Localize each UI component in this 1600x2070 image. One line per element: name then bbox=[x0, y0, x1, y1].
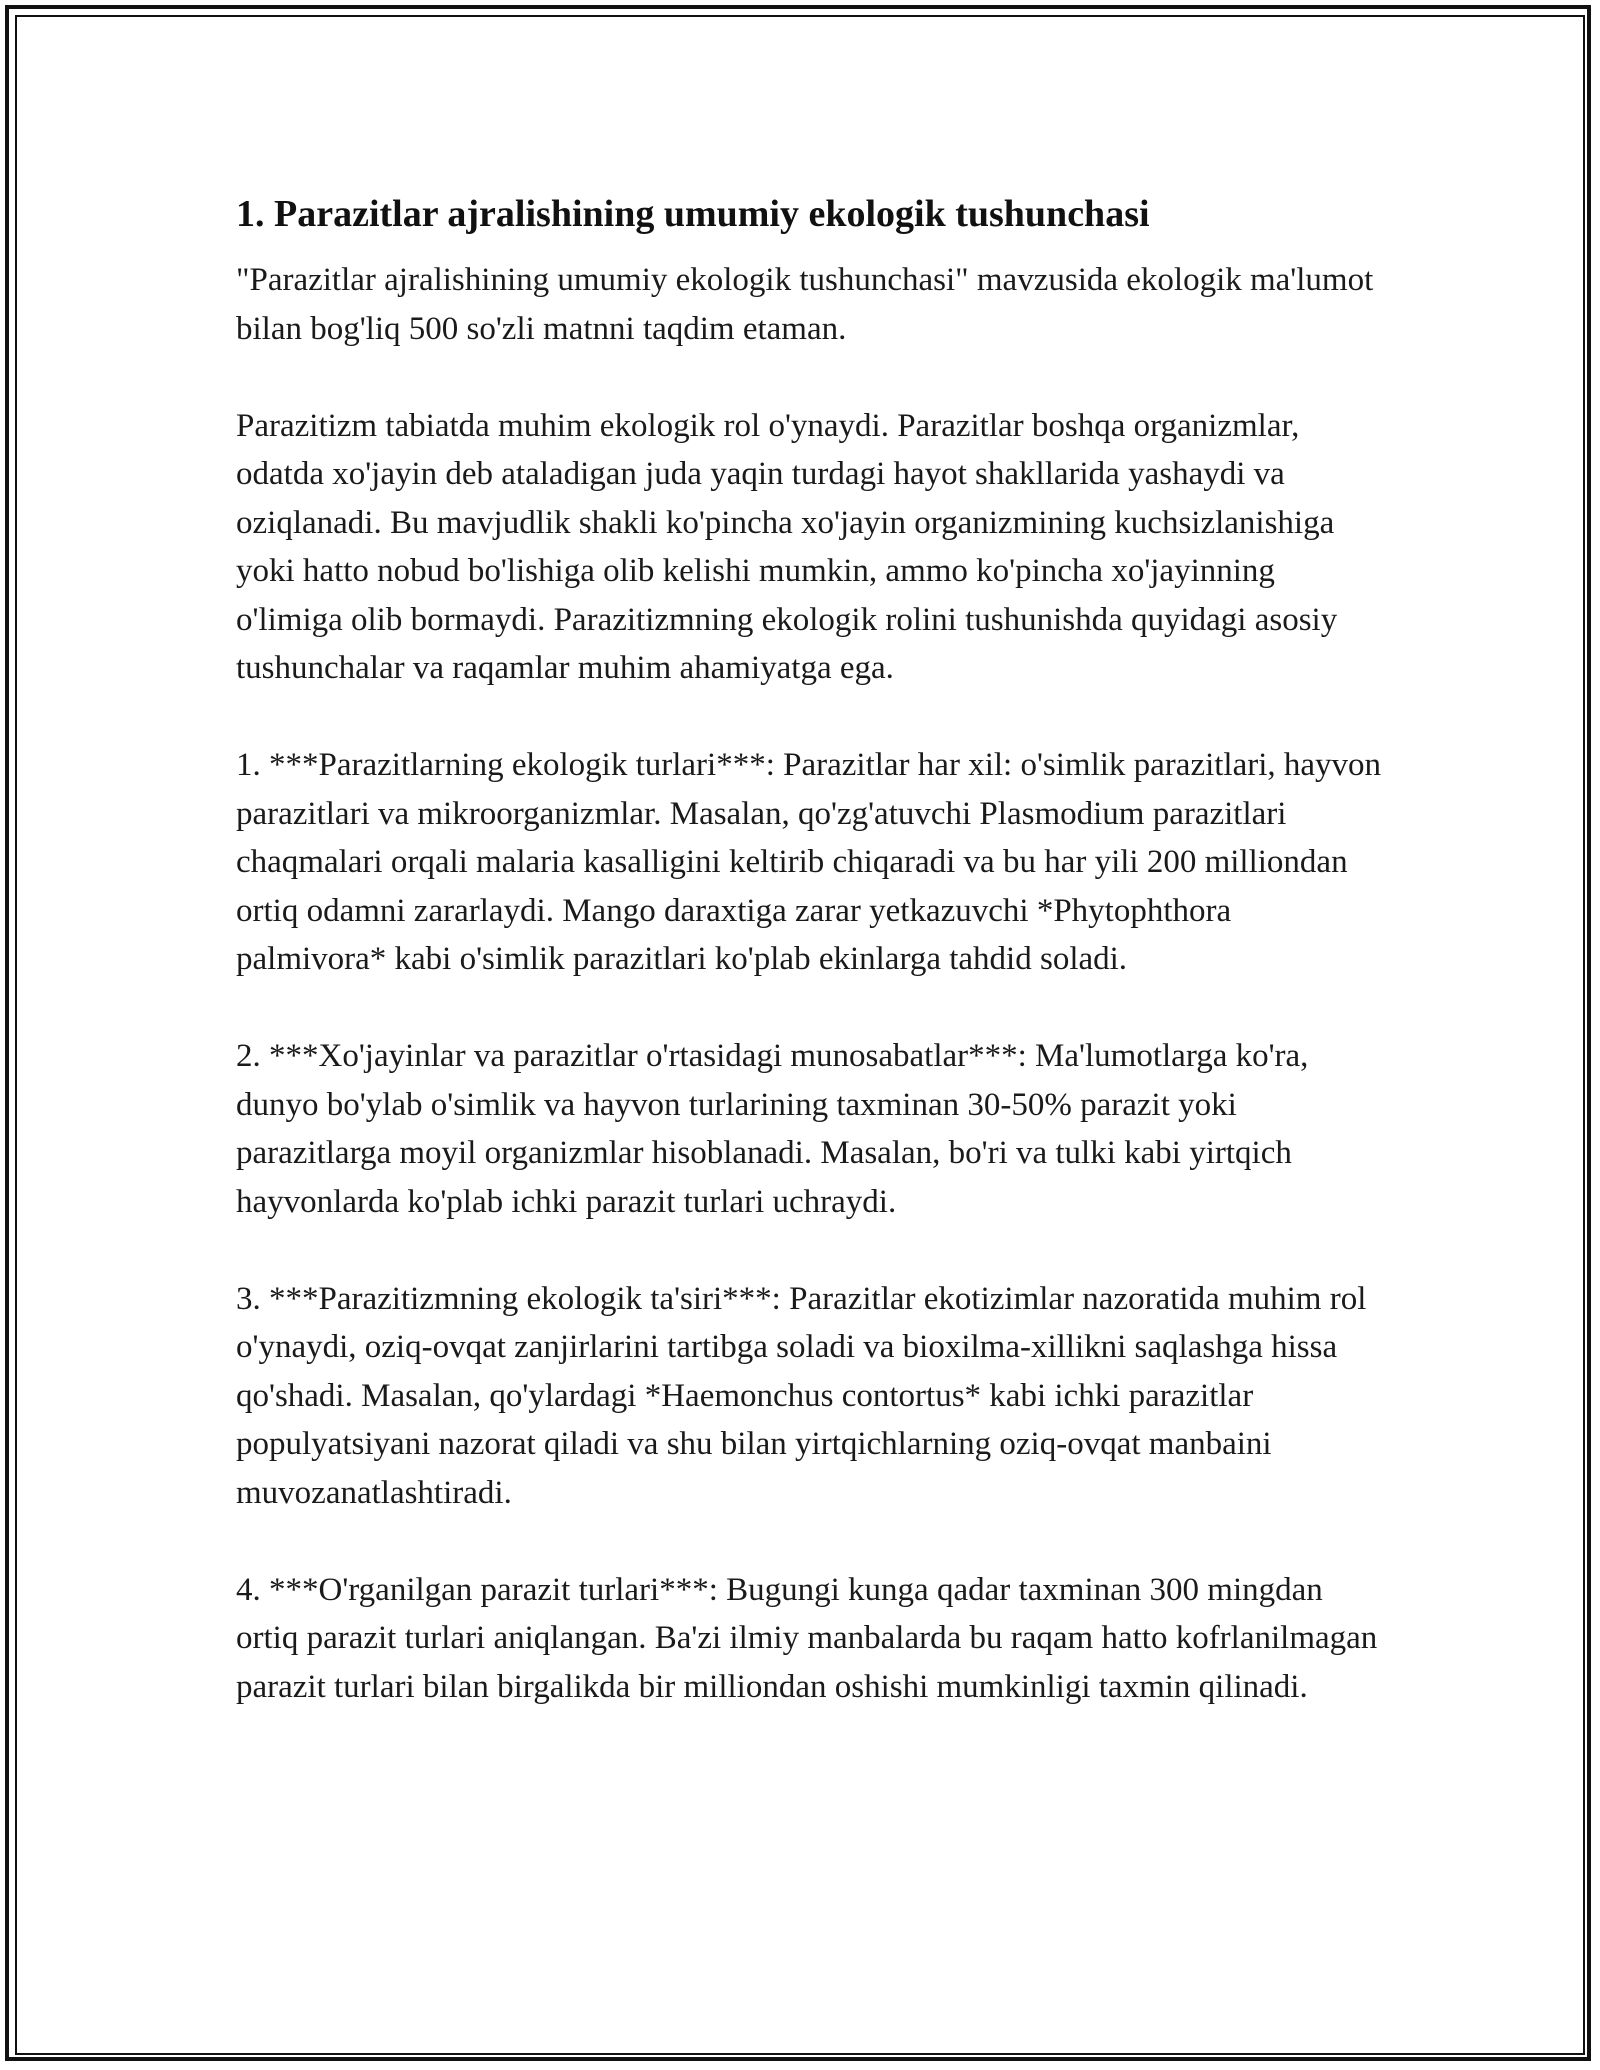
paragraph-intro: "Parazitlar ajralishining umumiy ekologik tushunchasi" mavzusida ekologik ma'lumot bilan bog'liq 500 so'zli matnni taqdim etaman. bbox=[236, 262, 1374, 347]
paragraph-point-2: 2. ***Xo'jayinlar va parazitlar o'rtasidagi munosabatlar***: Ma'lumotlarga ko'ra, dunyo bo'ylab o'simlik va hayvon turlarining taxminan 30-50% parazit yoki parazitlarga moyil organizmlar hisoblanadi. Masalan, bo'ri va tulki kabi yirtqich hayvonlarda ko'plab ichki parazit turlari uchraydi. bbox=[236, 1038, 1309, 1220]
document-body bbox=[236, 186, 1386, 1711]
document-title: 1. Parazitlar ajralishining umumiy ekologik tushunchasi bbox=[236, 193, 1150, 235]
paragraph-point-3: 3. ***Parazitizmning ekologik ta'siri***: Parazitlar ekotizimlar nazoratida muhim rol o'ynaydi, oziq-ovqat zanjirlarini tartibga soladi va bioxilma-xillikni saqlashga hissa qo'shadi. Masalan, qo'ylardagi *Haemonchus contortus* kabi ichki parazitlar populyatsiyani nazorat qiladi va shu bilan yirtqichlarning oziq-ovqat manbaini muvozanatlashtiradi. bbox=[236, 1280, 1367, 1511]
paragraph-parasitism: Parazitizm tabiatda muhim ekologik rol o'ynaydi. Parazitlar boshqa organizmlar, odatda xo'jayin deb ataladigan juda yaqin turdagi hayot shakllarida yashaydi va oziqlanadi. Bu mavjudlik shakli ko'pincha xo'jayin organizmining kuchsizlanishiga yoki hatto nobud bo'lishiga olib kelishi mumkin, ammo ko'pincha xo'jayinning o'limiga olib bormaydi. Parazitizmning ekologik rolini tushunishda quyidagi asosiy tushunchalar va raqamlar muhim ahamiyatga ega. bbox=[236, 407, 1338, 686]
paragraph-point-1: 1. ***Parazitlarning ekologik turlari***: Parazitlar har xil: o'simlik parazitlari, hayvon parazitlari va mikroorganizmlar. Masalan, qo'zg'atuvchi Plasmodium parazitlari chaqmalari orqali malaria kasalligini keltirib chiqaradi va bu har yili 200 milliondan ortiq odamni zararlaydi. Mango daraxtiga zarar yetkazuvchi *Phytophthora palmivora* kabi o'simlik parazitlari ko'plab ekinlarga tahdid soladi. bbox=[236, 747, 1382, 977]
paragraph-point-4: 4. ***O'rganilgan parazit turlari***: Bugungi kunga qadar taxminan 300 mingdan ortiq parazit turlari aniqlangan. Ba'zi ilmiy manbalarda bu raqam hatto kofrlanilmagan parazit turlari bilan birgalikda bir milliondan oshishi mumkinligi taxmin qilinadi. bbox=[236, 1571, 1378, 1705]
